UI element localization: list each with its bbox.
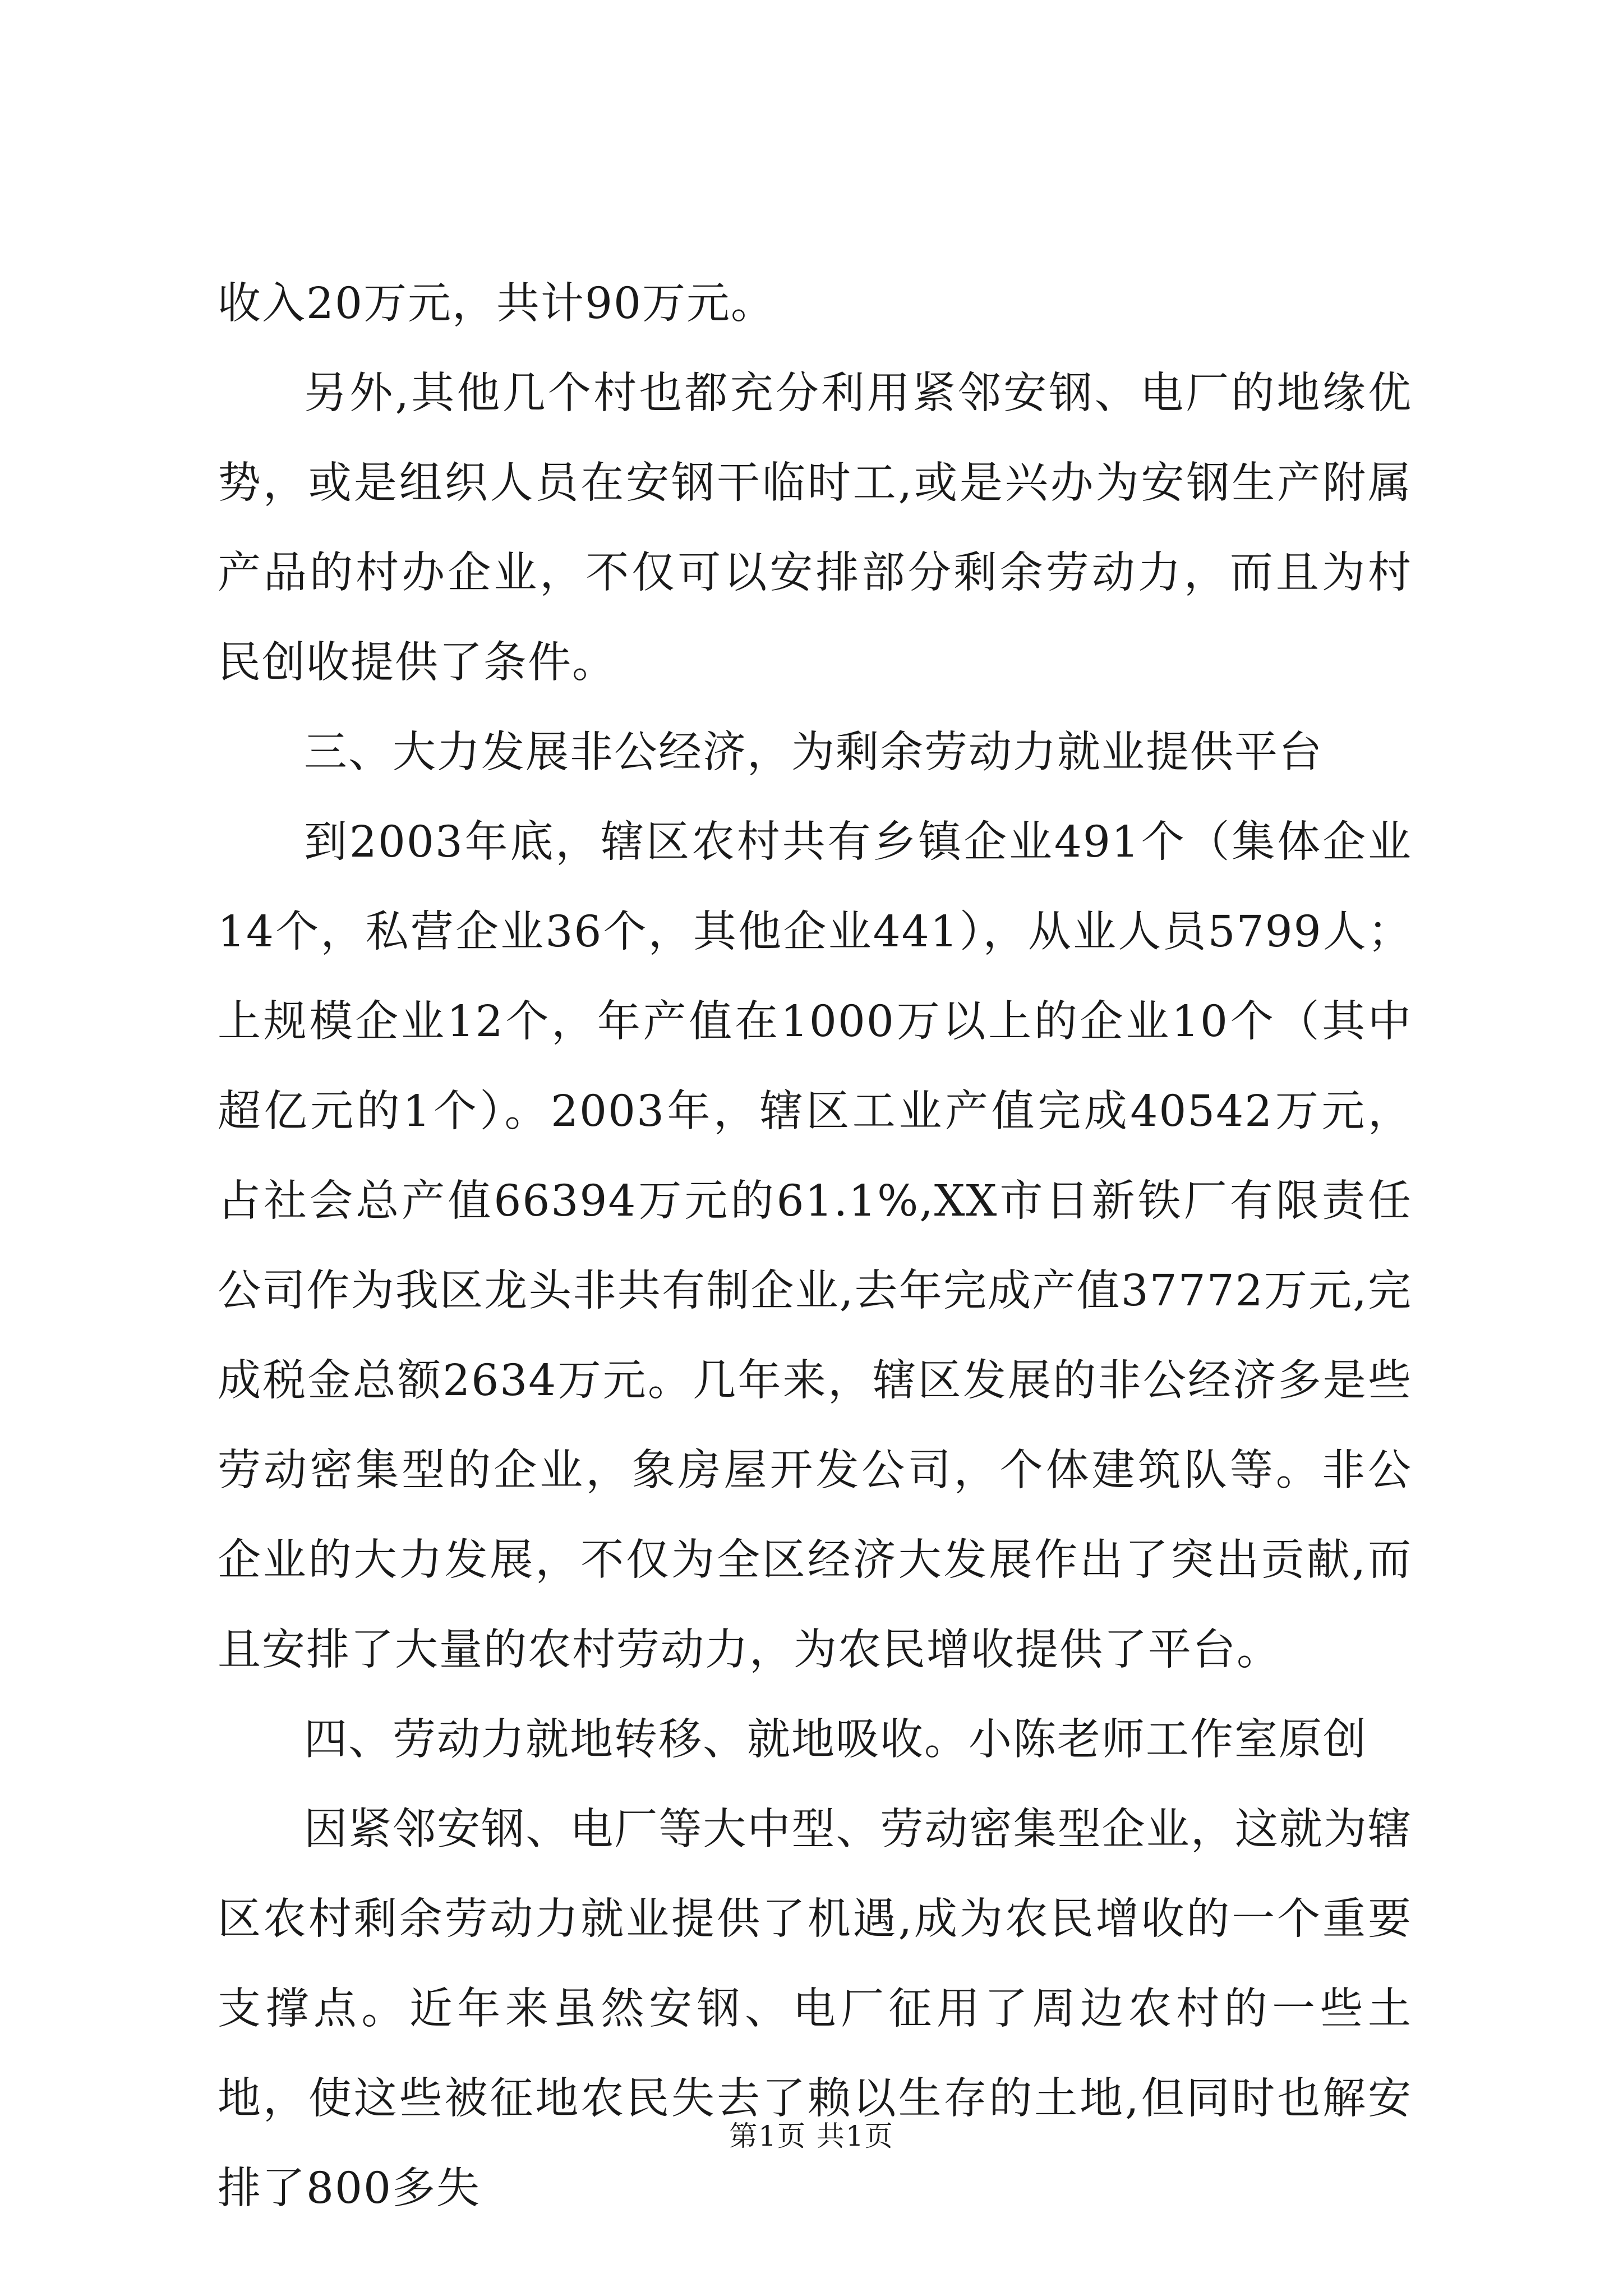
paragraph-other-villages: 另外,其他几个村也都充分利用紧邻安钢、电厂的地缘优势，或是组织人员在安钢干临时工,或是兴办为安钢生产附属产品的村办企业，不仅可以安排部分剩余劳动力，而且为村民创收提供了条件。 <box>218 369 1412 688</box>
section-heading-3: 三、大力发展非公经济，为剩余劳动力就业提供平台 <box>304 728 1323 777</box>
page-footer: 第1页 共1页 <box>729 2120 894 2152</box>
paragraph-local-transfer: 因紧邻安钢、电厂等大中型、劳动密集型企业，这就为辖区农村剩余劳动力就业提供了机遇,成为农民增收的一个重要支撑点。近年来虽然安钢、电厂征用了周边农村的一些土地，使这些被征地农民失去了赖以生存的土地,但同时也解安排了800多失 <box>218 1805 1412 2214</box>
section-heading-4: 四、劳动力就地转移、就地吸收。小陈老师工作室原创 <box>304 1715 1367 1765</box>
document-body <box>218 259 1412 2234</box>
paragraph-income-total: 收入20万元，共计90万元。 <box>218 279 775 329</box>
paragraph-township-enterprises: 到2003年底，辖区农村共有乡镇企业491个（集体企业14个，私营企业36个，其他企业441），从业人员5799人；上规模企业12个，年产值在1000万以上的企业10个（其中超亿元的1个）。2003年，辖区工业产值完成40542万元，占社会总产值66394万元的61.1%,XX市日新铁厂有限责任公司作为我区龙头非共有制企业,去年完成产值37772万元,完成税金总额2634万元。几年来，辖区发展的非公经济多是些劳动密集型的企业，象房屋开发公司，个体建筑队等。非公企业的大力发展，不仅为全区经济大发展作出了突出贡献,而且安排了大量的农村劳动力，为农民增收提供了平台。 <box>218 817 1412 1675</box>
